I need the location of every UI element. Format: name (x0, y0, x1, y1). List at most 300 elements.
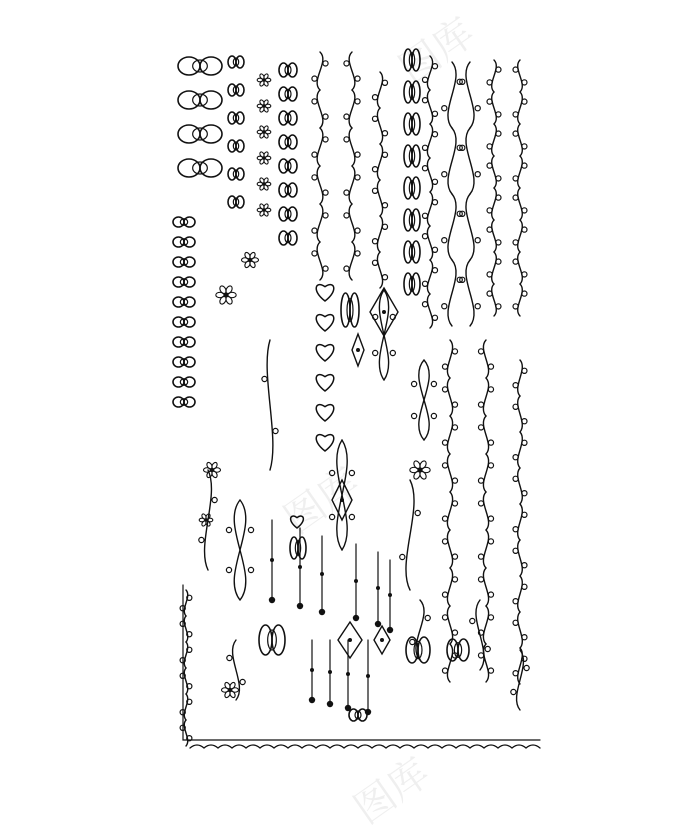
ornament-group (173, 49, 540, 748)
knot-loop (178, 159, 200, 177)
scroll-curl (488, 516, 493, 521)
scroll-curl (226, 567, 231, 572)
scroll-stroke (349, 166, 355, 204)
scroll-curl (240, 679, 245, 684)
scroll-curl (513, 195, 518, 200)
scroll-stroke (377, 108, 382, 144)
scroll-curl (522, 584, 527, 589)
scroll-curl (487, 99, 492, 104)
scroll-curl (431, 381, 436, 386)
scroll-curl (475, 106, 480, 111)
scroll-curl (452, 630, 457, 635)
scroll-curl (382, 275, 387, 280)
heart-shape (316, 435, 334, 451)
scroll-curl (478, 402, 483, 407)
scroll-curl (323, 114, 328, 119)
scroll-curl (382, 80, 387, 85)
knot-loop (404, 49, 412, 71)
scroll-curl (496, 112, 501, 117)
scroll-curl (488, 668, 493, 673)
scroll-curl (273, 428, 278, 433)
scroll-stroke (377, 216, 382, 252)
scroll-curl (344, 213, 349, 218)
knot-loop (272, 625, 285, 655)
scroll-curl (432, 132, 437, 137)
knot-loop (412, 81, 420, 103)
scroll-curl (226, 527, 231, 532)
scroll-curl (522, 163, 527, 168)
scroll-stroke (317, 52, 323, 90)
scroll-curl (522, 491, 527, 496)
scroll-curl (432, 315, 437, 320)
scroll-curl (344, 61, 349, 66)
knot-loop (200, 159, 222, 177)
scroll-stroke (427, 260, 432, 294)
scroll-curl (513, 131, 518, 136)
scroll-stroke (518, 252, 523, 284)
scroll-stroke (317, 242, 323, 280)
scroll-curl (452, 425, 457, 430)
scroll-stroke (448, 62, 456, 128)
diamond-dot (380, 638, 384, 642)
knot-loop (412, 177, 420, 199)
flower-center (262, 78, 266, 82)
scroll-stroke (427, 294, 432, 328)
scroll-curl (488, 463, 493, 468)
scroll-stroke (492, 284, 497, 316)
pin-bead (388, 593, 392, 597)
pin-bead (309, 697, 315, 703)
scroll-curl (522, 99, 527, 104)
scroll-curl (442, 238, 447, 243)
diamond-dot (340, 498, 344, 502)
flower-center (417, 467, 422, 472)
scroll-stroke (427, 226, 432, 260)
scroll-stroke (427, 158, 432, 192)
scroll-stroke (466, 128, 474, 194)
scroll-curl (323, 213, 328, 218)
scroll-curl (522, 512, 527, 517)
scroll-curl (487, 272, 492, 277)
scroll-curl (496, 259, 501, 264)
scroll-curl (488, 364, 493, 369)
pin-bead (298, 565, 302, 569)
scroll-curl (372, 116, 377, 121)
scroll-curl (513, 304, 518, 309)
knot-loop (404, 81, 412, 103)
scroll-stroke (427, 192, 432, 226)
scroll-stroke (518, 396, 523, 432)
knot-loop (412, 113, 420, 135)
scroll-stroke (492, 124, 497, 156)
pin-bead (354, 579, 358, 583)
scroll-stroke (492, 220, 497, 252)
scroll-curl (452, 501, 457, 506)
scroll-curl (442, 592, 447, 597)
scroll-stroke (234, 500, 246, 600)
scroll-stroke (349, 204, 355, 242)
scroll-curl (496, 176, 501, 181)
scroll-curl (522, 291, 527, 296)
scroll-curl (470, 618, 475, 623)
scroll-stroke (349, 52, 355, 90)
scroll-curl (425, 615, 430, 620)
wave-border (190, 745, 540, 748)
scroll-stroke (447, 568, 452, 606)
scroll-curl (475, 172, 480, 177)
scroll-curl (432, 200, 437, 205)
flower-center (248, 258, 253, 263)
scroll-stroke (317, 204, 323, 242)
scroll-stroke (483, 568, 488, 606)
scroll-curl (475, 304, 480, 309)
scroll-curl (422, 145, 427, 150)
scroll-stroke (518, 92, 523, 124)
knot-loop (458, 639, 469, 661)
flower-center (262, 156, 266, 160)
scroll-stroke (518, 540, 523, 576)
scroll-curl (330, 514, 335, 519)
scroll-curl (522, 440, 527, 445)
knot-loop (404, 177, 412, 199)
scroll-curl (452, 349, 457, 354)
scroll-curl (199, 537, 204, 542)
scroll-curl (513, 455, 518, 460)
scroll-curl (422, 302, 427, 307)
scroll-curl (312, 99, 317, 104)
pin-bead (270, 558, 274, 562)
pin-bead (387, 627, 393, 633)
scroll-curl (442, 304, 447, 309)
heart-shape (316, 405, 334, 421)
scroll-curl (422, 213, 427, 218)
scroll-curl (422, 77, 427, 82)
scroll-curl (432, 268, 437, 273)
knot-loop (412, 145, 420, 167)
knot-loop (178, 125, 200, 143)
scroll-curl (262, 376, 267, 381)
scroll-curl (442, 106, 447, 111)
flower-center (262, 208, 266, 212)
pin-bead (320, 572, 324, 576)
scroll-stroke (447, 644, 452, 682)
scroll-curl (452, 402, 457, 407)
pin-bead (366, 674, 370, 678)
scroll-curl (390, 350, 395, 355)
scroll-curl (522, 272, 527, 277)
scroll-curl (513, 671, 518, 676)
scroll-curl (452, 554, 457, 559)
scroll-stroke (518, 432, 523, 468)
scroll-stroke (518, 188, 523, 220)
scroll-stroke (518, 60, 523, 92)
scroll-stroke (483, 454, 488, 492)
heart-shape (316, 375, 334, 391)
pin-bead (328, 670, 332, 674)
scroll-curl (355, 251, 360, 256)
knot-loop (341, 293, 350, 327)
scroll-curl (355, 152, 360, 157)
knot-loop (412, 241, 420, 263)
knot-loop (404, 113, 412, 135)
scroll-stroke (518, 220, 523, 252)
scroll-stroke (377, 72, 382, 108)
knot-loop (200, 125, 222, 143)
scroll-curl (522, 563, 527, 568)
scroll-stroke (184, 590, 187, 616)
scroll-curl (382, 131, 387, 136)
scroll-curl (355, 99, 360, 104)
scroll-curl (344, 190, 349, 195)
scroll-curl (513, 259, 518, 264)
scroll-stroke (427, 56, 432, 90)
scroll-stroke (447, 340, 452, 378)
scroll-curl (488, 615, 493, 620)
scroll-curl (227, 655, 232, 660)
scroll-stroke (492, 252, 497, 284)
scroll-curl (412, 413, 417, 418)
knot-loop (404, 273, 412, 295)
scroll-stroke (518, 468, 523, 504)
pin-bead (353, 615, 359, 621)
scroll-curl (330, 470, 335, 475)
scroll-curl (487, 163, 492, 168)
scroll-curl (487, 144, 492, 149)
scroll-curl (344, 114, 349, 119)
scroll-curl (478, 425, 483, 430)
diamond-dot (382, 310, 386, 314)
scroll-stroke (349, 128, 355, 166)
knot-loop (178, 57, 200, 75)
scroll-curl (312, 228, 317, 233)
heart-shape (316, 345, 334, 361)
knot-loop (290, 537, 298, 559)
scroll-curl (496, 195, 501, 200)
scroll-curl (248, 527, 253, 532)
scroll-curl (442, 539, 447, 544)
scroll-curl (432, 64, 437, 69)
scroll-stroke (448, 128, 456, 194)
scroll-stroke (518, 124, 523, 156)
pin-bead (297, 603, 303, 609)
scroll-curl (432, 247, 437, 252)
scroll-stroke (448, 260, 456, 326)
scroll-stroke (349, 242, 355, 280)
scroll-curl (513, 383, 518, 388)
pin-bead (269, 597, 275, 603)
scroll-stroke (483, 606, 488, 644)
scroll-stroke (518, 612, 523, 648)
scroll-curl (442, 440, 447, 445)
scroll-curl (312, 175, 317, 180)
scroll-stroke (492, 60, 497, 92)
scroll-curl (442, 615, 447, 620)
scroll-curl (478, 501, 483, 506)
watermark-middle: 图库 (276, 459, 368, 544)
scroll-curl (442, 516, 447, 521)
scroll-curl (355, 175, 360, 180)
scroll-stroke (377, 252, 382, 288)
scroll-stroke (483, 644, 488, 682)
scroll-stroke (377, 180, 382, 216)
scroll-curl (372, 188, 377, 193)
scroll-stroke (448, 194, 456, 260)
watermark-bottom: 图库 (346, 749, 438, 834)
scroll-stroke (518, 156, 523, 188)
pin-bead (375, 621, 381, 627)
scroll-curl (522, 80, 527, 85)
flower-center (210, 468, 215, 473)
knot-loop (298, 537, 306, 559)
scroll-curl (431, 413, 436, 418)
scroll-curl (487, 227, 492, 232)
scroll-curl (513, 476, 518, 481)
scroll-curl (323, 190, 328, 195)
scroll-curl (442, 364, 447, 369)
scroll-stroke (416, 600, 424, 660)
flower-center (223, 292, 228, 297)
knot-loop (412, 49, 420, 71)
scroll-curl (522, 419, 527, 424)
scroll-curl (485, 646, 490, 651)
scroll-stroke (466, 260, 474, 326)
scroll-stroke (317, 166, 323, 204)
knot-loop (412, 209, 420, 231)
scroll-curl (513, 404, 518, 409)
scroll-stroke (492, 188, 497, 220)
scroll-curl (513, 240, 518, 245)
scroll-stroke (349, 90, 355, 128)
flower-center (262, 182, 266, 186)
scroll-stroke (427, 124, 432, 158)
diamond-dot (356, 348, 360, 352)
scroll-curl (488, 387, 493, 392)
scroll-curl (522, 208, 527, 213)
scroll-stroke (483, 416, 488, 454)
flower-center (262, 104, 266, 108)
scroll-curl (452, 478, 457, 483)
knot-loop (404, 209, 412, 231)
scroll-curl (400, 554, 405, 559)
scroll-curl (355, 76, 360, 81)
scroll-curl (323, 137, 328, 142)
scroll-stroke (427, 90, 432, 124)
scroll-curl (513, 176, 518, 181)
scroll-curl (248, 567, 253, 572)
scroll-curl (522, 635, 527, 640)
pin-bead (376, 586, 380, 590)
scroll-curl (478, 653, 483, 658)
scroll-curl (511, 689, 516, 694)
scroll-stroke (518, 576, 523, 612)
scroll-curl (415, 510, 420, 515)
scroll-stroke (483, 378, 488, 416)
scroll-stroke (406, 480, 414, 590)
scroll-stroke (184, 720, 187, 746)
scroll-stroke (337, 440, 347, 550)
scroll-curl (372, 167, 377, 172)
scroll-curl (487, 291, 492, 296)
scroll-curl (442, 172, 447, 177)
scroll-curl (212, 497, 217, 502)
scroll-curl (349, 470, 354, 475)
scroll-stroke (447, 492, 452, 530)
scroll-curl (382, 152, 387, 157)
heart-shape (316, 315, 334, 331)
scroll-curl (312, 251, 317, 256)
scroll-stroke (483, 530, 488, 568)
scroll-curl (522, 368, 527, 373)
scroll-curl (513, 599, 518, 604)
scroll-curl (422, 166, 427, 171)
knot-loop (259, 625, 272, 655)
scroll-curl (442, 668, 447, 673)
scroll-stroke (184, 616, 187, 642)
heart-shape (316, 285, 334, 301)
scroll-curl (487, 208, 492, 213)
scroll-stroke (466, 194, 474, 260)
pin-bead (319, 609, 325, 615)
scroll-stroke (492, 156, 497, 188)
scroll-curl (373, 350, 378, 355)
scroll-curl (496, 67, 501, 72)
heart-shape (291, 516, 304, 528)
scroll-stroke (184, 642, 187, 668)
scroll-curl (382, 203, 387, 208)
knot-loop (404, 145, 412, 167)
scroll-curl (488, 440, 493, 445)
scroll-stroke (379, 290, 388, 380)
scroll-curl (513, 527, 518, 532)
scroll-curl (412, 381, 417, 386)
scroll-curl (513, 67, 518, 72)
scroll-curl (488, 539, 493, 544)
scroll-curl (475, 238, 480, 243)
scroll-curl (422, 234, 427, 239)
knot-loop (350, 293, 359, 327)
scroll-stroke (483, 340, 488, 378)
scroll-curl (432, 111, 437, 116)
scroll-curl (372, 95, 377, 100)
scroll-curl (496, 304, 501, 309)
scroll-curl (382, 224, 387, 229)
scroll-curl (355, 228, 360, 233)
scroll-curl (323, 266, 328, 271)
scroll-curl (372, 260, 377, 265)
scroll-curl (478, 349, 483, 354)
scroll-stroke (317, 90, 323, 128)
scroll-curl (344, 266, 349, 271)
flower-center (228, 688, 233, 693)
scroll-curl (442, 463, 447, 468)
flower-center (262, 130, 266, 134)
diamond-dot (348, 638, 352, 642)
scroll-curl (344, 137, 349, 142)
scroll-curl (522, 144, 527, 149)
scroll-stroke (447, 454, 452, 492)
knot-loop (200, 57, 222, 75)
scroll-curl (522, 227, 527, 232)
scroll-stroke (492, 92, 497, 124)
scroll-curl (422, 281, 427, 286)
scroll-stroke (267, 340, 273, 470)
scroll-curl (372, 239, 377, 244)
scroll-curl (478, 478, 483, 483)
knot-loop (200, 91, 222, 109)
scroll-stroke (518, 284, 523, 316)
scroll-curl (478, 554, 483, 559)
scroll-stroke (317, 128, 323, 166)
